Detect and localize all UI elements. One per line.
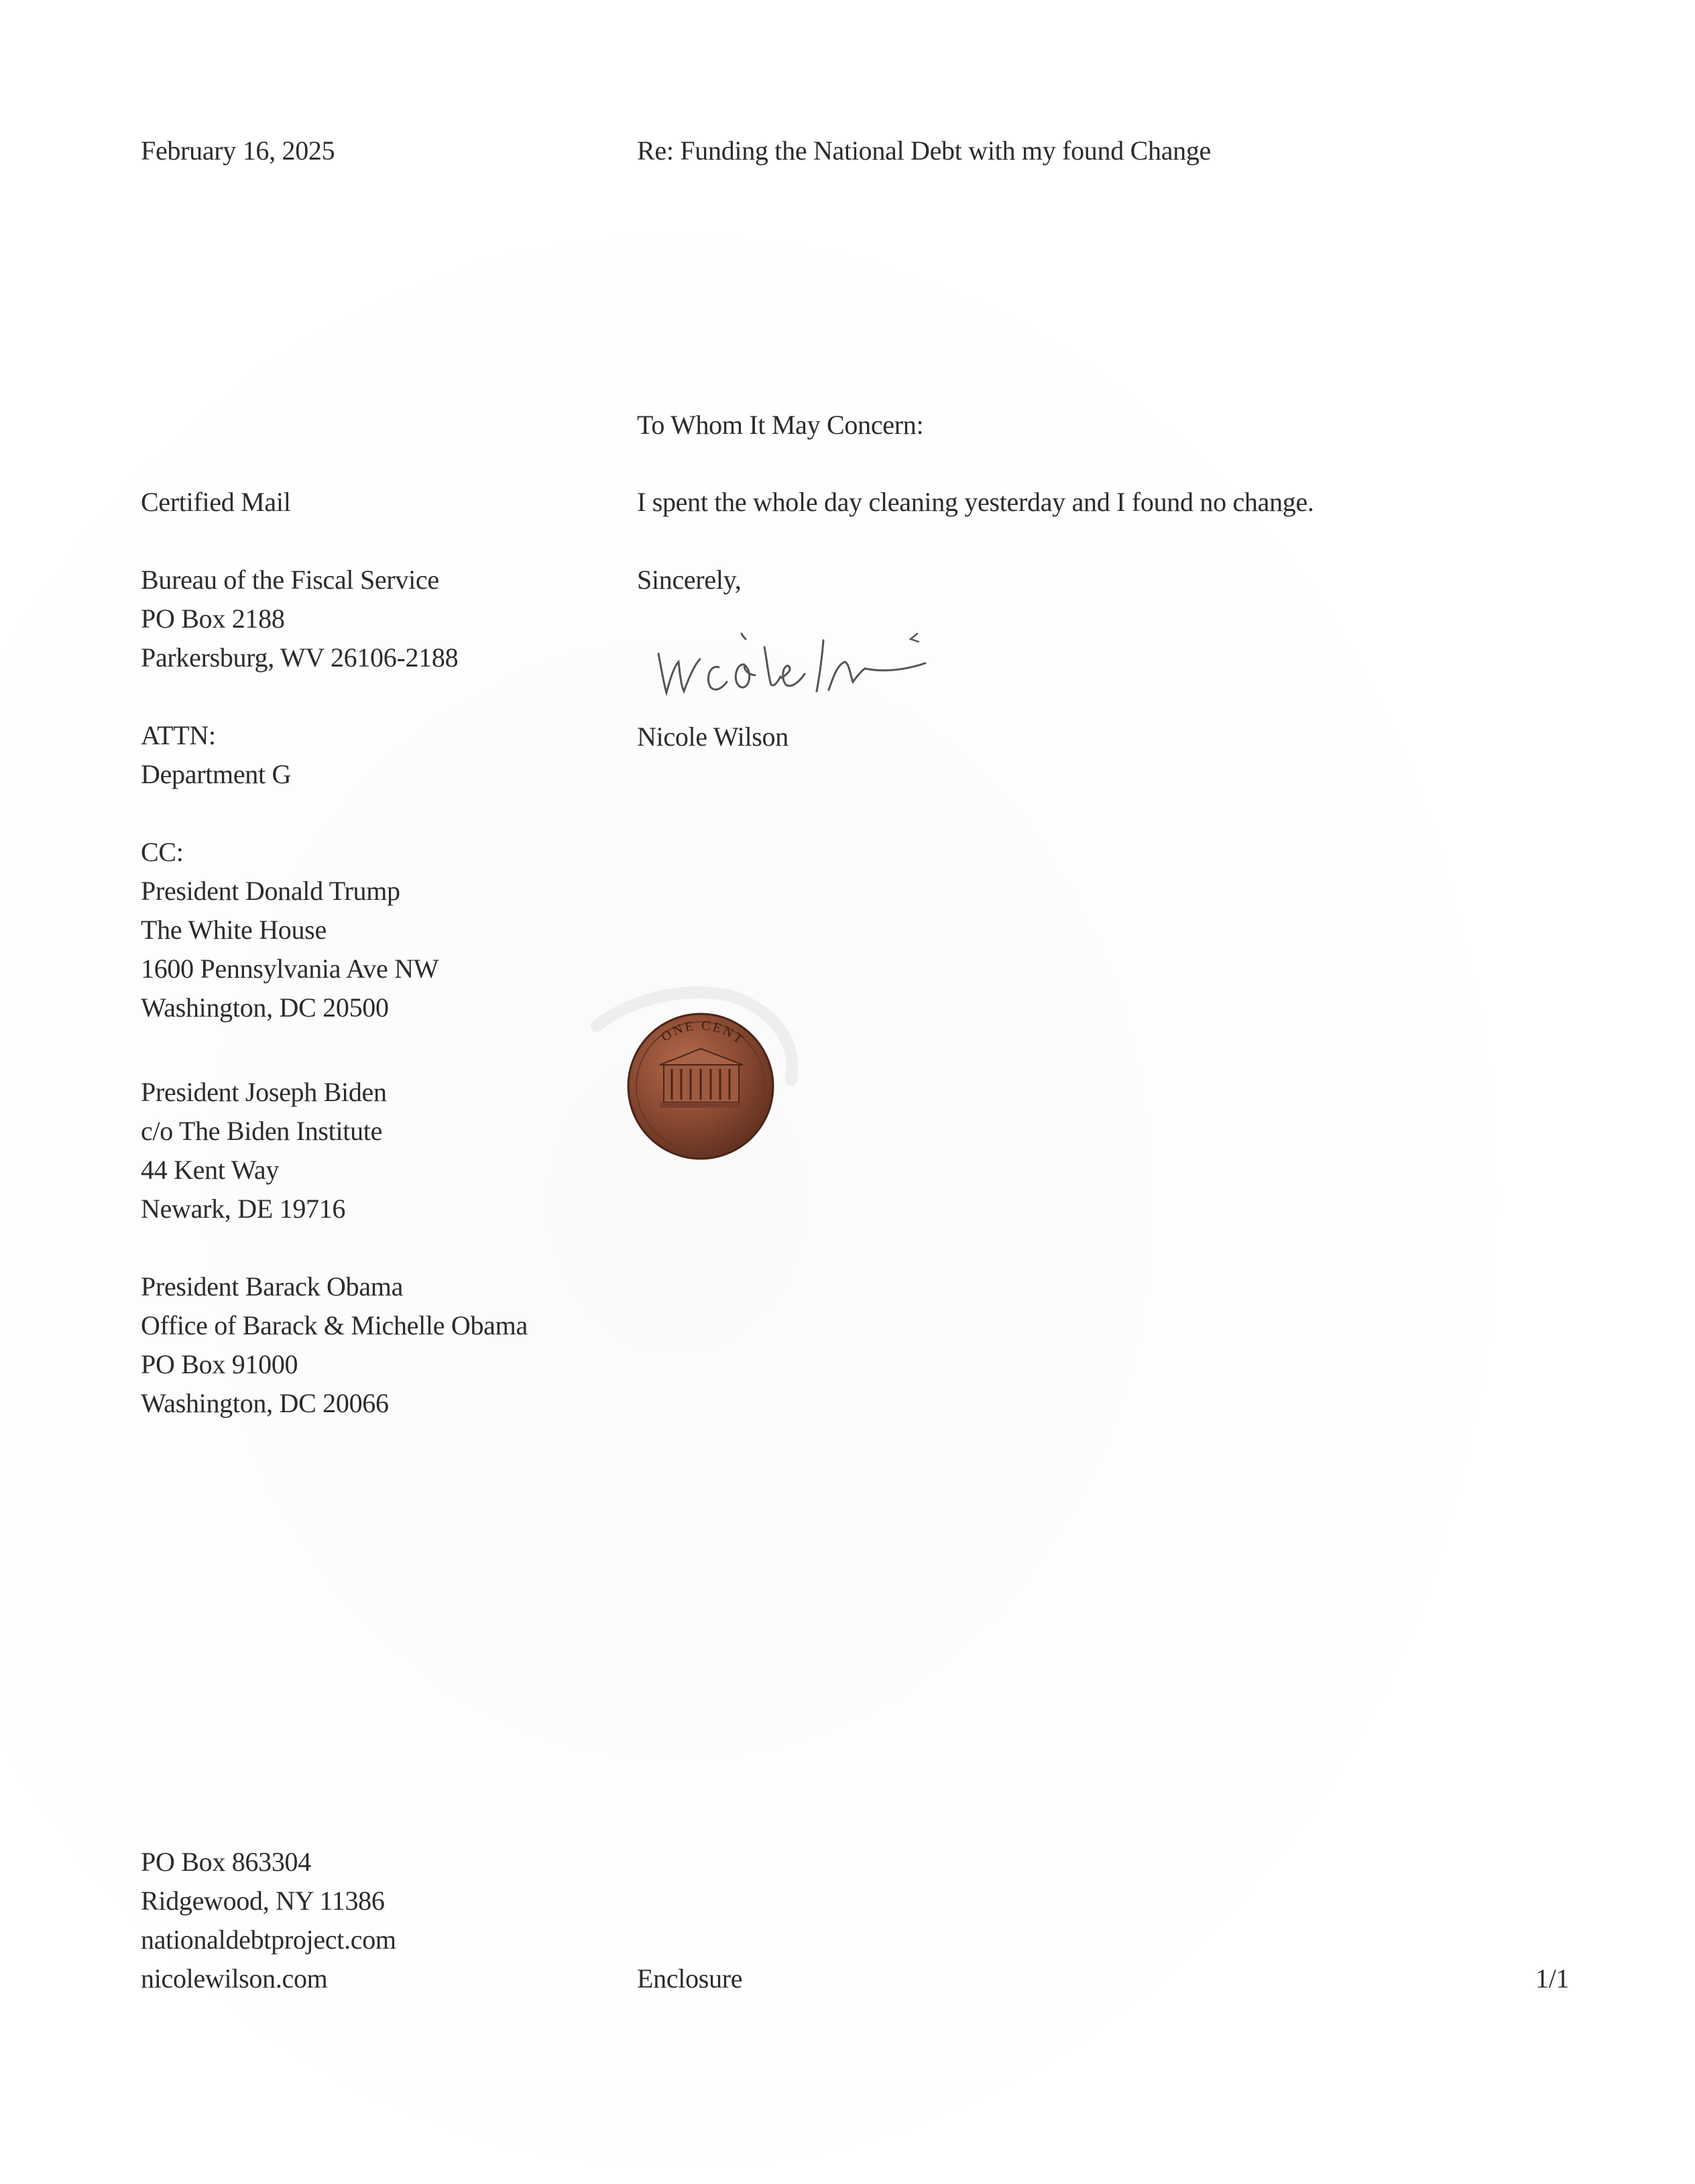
penny-coin-icon [590, 979, 811, 1180]
recipient-address [141, 561, 458, 677]
sender-line: PO Box 863304 [141, 1847, 311, 1877]
sender-line: Ridgewood, NY 11386 [141, 1886, 385, 1916]
sender-website: nationaldebtproject.com [141, 1924, 396, 1955]
cc-block-obama [141, 1267, 528, 1423]
cc-block-trump [141, 833, 439, 1027]
signature-name: Nicole Wilson [637, 722, 788, 752]
enclosure-label: Enclosure [637, 1963, 743, 1994]
cc-line: PO Box 91000 [141, 1349, 298, 1379]
recipient-line: PO Box 2188 [141, 604, 285, 634]
attn-value: Department G [141, 759, 292, 789]
salutation: To Whom It May Concern: [637, 410, 924, 440]
handwritten-signature [644, 620, 966, 707]
recipient-line: Bureau of the Fiscal Service [141, 565, 439, 595]
sender-website: nicolewilson.com [141, 1963, 328, 1994]
cc-line: Washington, DC 20500 [141, 992, 389, 1023]
letter-body: I spent the whole day cleaning yesterday and I found no change. [637, 487, 1314, 517]
cc-line: President Barack Obama [141, 1271, 404, 1302]
cc-line: President Joseph Biden [141, 1077, 387, 1107]
cc-line: Washington, DC 20066 [141, 1388, 389, 1418]
cc-line: 44 Kent Way [141, 1155, 280, 1185]
cc-block-biden [141, 1073, 387, 1228]
letter-date: February 16, 2025 [141, 135, 335, 166]
page-number: 1/1 [1535, 1963, 1570, 1994]
attn-block [141, 716, 291, 794]
letter-subject: Re: Funding the National Debt with my found Change [637, 135, 1211, 166]
cc-line: President Donald Trump [141, 876, 400, 906]
cc-line: Newark, DE 19716 [141, 1194, 346, 1224]
closing: Sincerely, [637, 565, 742, 595]
delivery-method: Certified Mail [141, 487, 291, 517]
cc-line: Office of Barack & Michelle Obama [141, 1310, 528, 1340]
coin-text: ONE CENT [658, 1018, 748, 1048]
cc-line: The White House [141, 915, 327, 945]
attn-label: ATTN: [141, 720, 216, 750]
cc-label: CC: [141, 837, 184, 867]
sender-address [141, 1843, 396, 1998]
recipient-line: Parkersburg, WV 26106-2188 [141, 642, 459, 673]
cc-line: c/o The Biden Institute [141, 1116, 383, 1146]
cc-line: 1600 Pennsylvania Ave NW [141, 954, 439, 984]
